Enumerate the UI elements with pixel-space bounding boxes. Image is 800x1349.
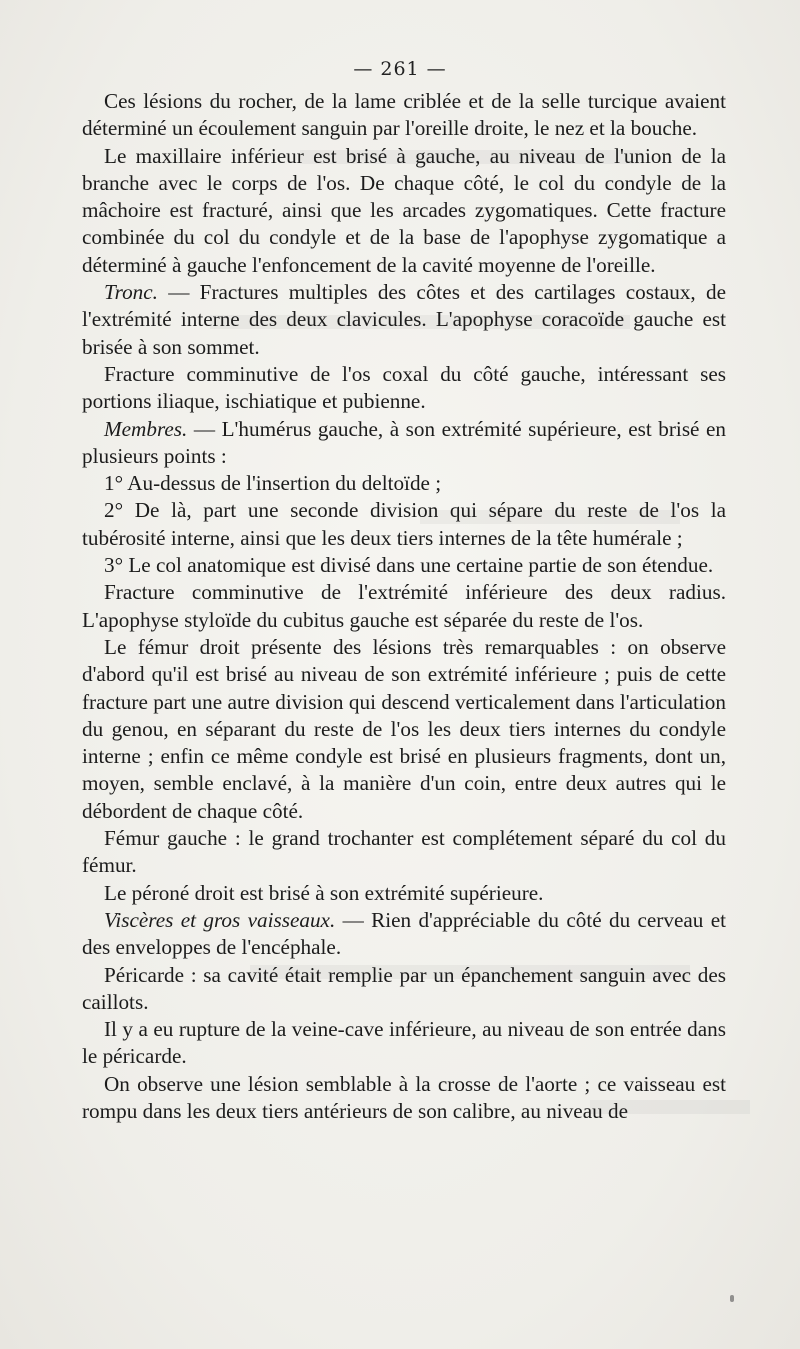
paragraph-6 — [82, 470, 726, 497]
section-lead: Tronc. — [104, 280, 158, 305]
paragraph-8 — [82, 552, 726, 579]
paragraph-10 — [82, 634, 726, 825]
paragraph-text: On observe une lésion semblable à la crosse de l'aorte ; ce vaisseau est rompu dans les deux tiers antérieurs de son calibre, au niveau de — [82, 1071, 726, 1123]
paragraph-text: Le fémur droit présente des lésions très remarquables : on observe d'abord qu'il est brisé au niveau de son extrémité inférieure ; puis de cette fracture part une autre division qui descend verticalement dans l'articulation du genou, en séparant du reste de l'os les deux tiers internes du condyle interne ; enfin ce même condyle est brisé en plusieurs fragments, dont un, moyen, semble enclavé, à la manière d'un coin, entre deux autres qui le débordent de chaque côté. — [82, 634, 726, 823]
paragraph-11 — [82, 825, 726, 880]
paragraph-3 — [82, 279, 726, 361]
paragraph-text: 1° Au-dessus de l'insertion du deltoïde ; — [104, 471, 442, 496]
body-text — [82, 88, 726, 1125]
paragraph-text: Fracture comminutive de l'os coxal du côté gauche, intéressant ses portions iliaque, ischiatique et pubienne. — [82, 361, 726, 414]
paragraph-text: 3° Le col anatomique est divisé dans une certaine partie de son étendue. — [104, 553, 714, 578]
section-lead: Membres. — [104, 416, 188, 441]
page-number: — 261 — — [353, 58, 447, 80]
paragraph-16 — [82, 1071, 726, 1126]
section-lead: Viscères et gros vaisseaux. — [104, 907, 336, 932]
paragraph-9 — [82, 579, 726, 634]
paragraph-text: Ces lésions du rocher, de la lame criblée et de la selle turcique avaient déterminé un écoulement sanguin par l'oreille droite, le nez et la bouche. — [82, 89, 726, 141]
paragraph-text: Le péroné droit est brisé à son extrémité supérieure. — [104, 880, 544, 905]
paragraph-text: — Rien d'appréciable du côté du cerveau et des enveloppes de l'encéphale. — [82, 907, 726, 960]
paragraph-text: Fracture comminutive de l'extrémité inférieure des deux radius. L'apophyse styloïde du cubitus gauche est séparée du reste de l'os. — [82, 580, 726, 632]
paragraph-2 — [82, 143, 726, 279]
paragraph-14 — [82, 962, 726, 1017]
paragraph-4 — [82, 361, 726, 416]
paragraph-5 — [82, 416, 726, 471]
paragraph-text: Péricarde : sa cavité était remplie par un épanchement sanguin avec des caillots. — [82, 962, 726, 1014]
paragraph-12 — [82, 880, 726, 907]
paragraph-text: — L'humérus gauche, à son extrémité supérieure, est brisé en plusieurs points : — [82, 416, 726, 468]
ink-speck — [730, 1295, 734, 1302]
paragraph-text: — Fractures multiples des côtes et des cartilages costaux, de l'extrémité interne des deux clavicules. L'apophyse coracoïde gauche est brisée à son sommet. — [82, 280, 726, 359]
paragraph-13 — [82, 907, 726, 962]
paragraph-text: Il y a eu rupture de la veine-cave inférieure, au niveau de son entrée dans le péricarde. — [82, 1017, 726, 1069]
paragraph-1 — [82, 88, 726, 143]
paragraph-15 — [82, 1016, 726, 1071]
paragraph-text: 2° De là, part une seconde division qui sépare du reste de l'os la tubérosité interne, ainsi que les deux tiers internes de la tête humérale ; — [82, 498, 726, 550]
paragraph-7 — [82, 497, 726, 552]
paragraph-text: Fémur gauche : le grand trochanter est complétement séparé du col du fémur. — [82, 826, 726, 878]
paragraph-text: Le maxillaire inférieur est brisé à gauche, au niveau de l'union de la branche avec le corps de l'os. De chaque côté, le col du condyle de la mâchoire est fracturé, ainsi que les arcades zygomatiques. Cette fracture combinée du col du condyle et de la base de l'apophyse zygomatique a déterminé à gauche l'enfoncement de la cavité moyenne de l'oreille. — [82, 143, 726, 277]
